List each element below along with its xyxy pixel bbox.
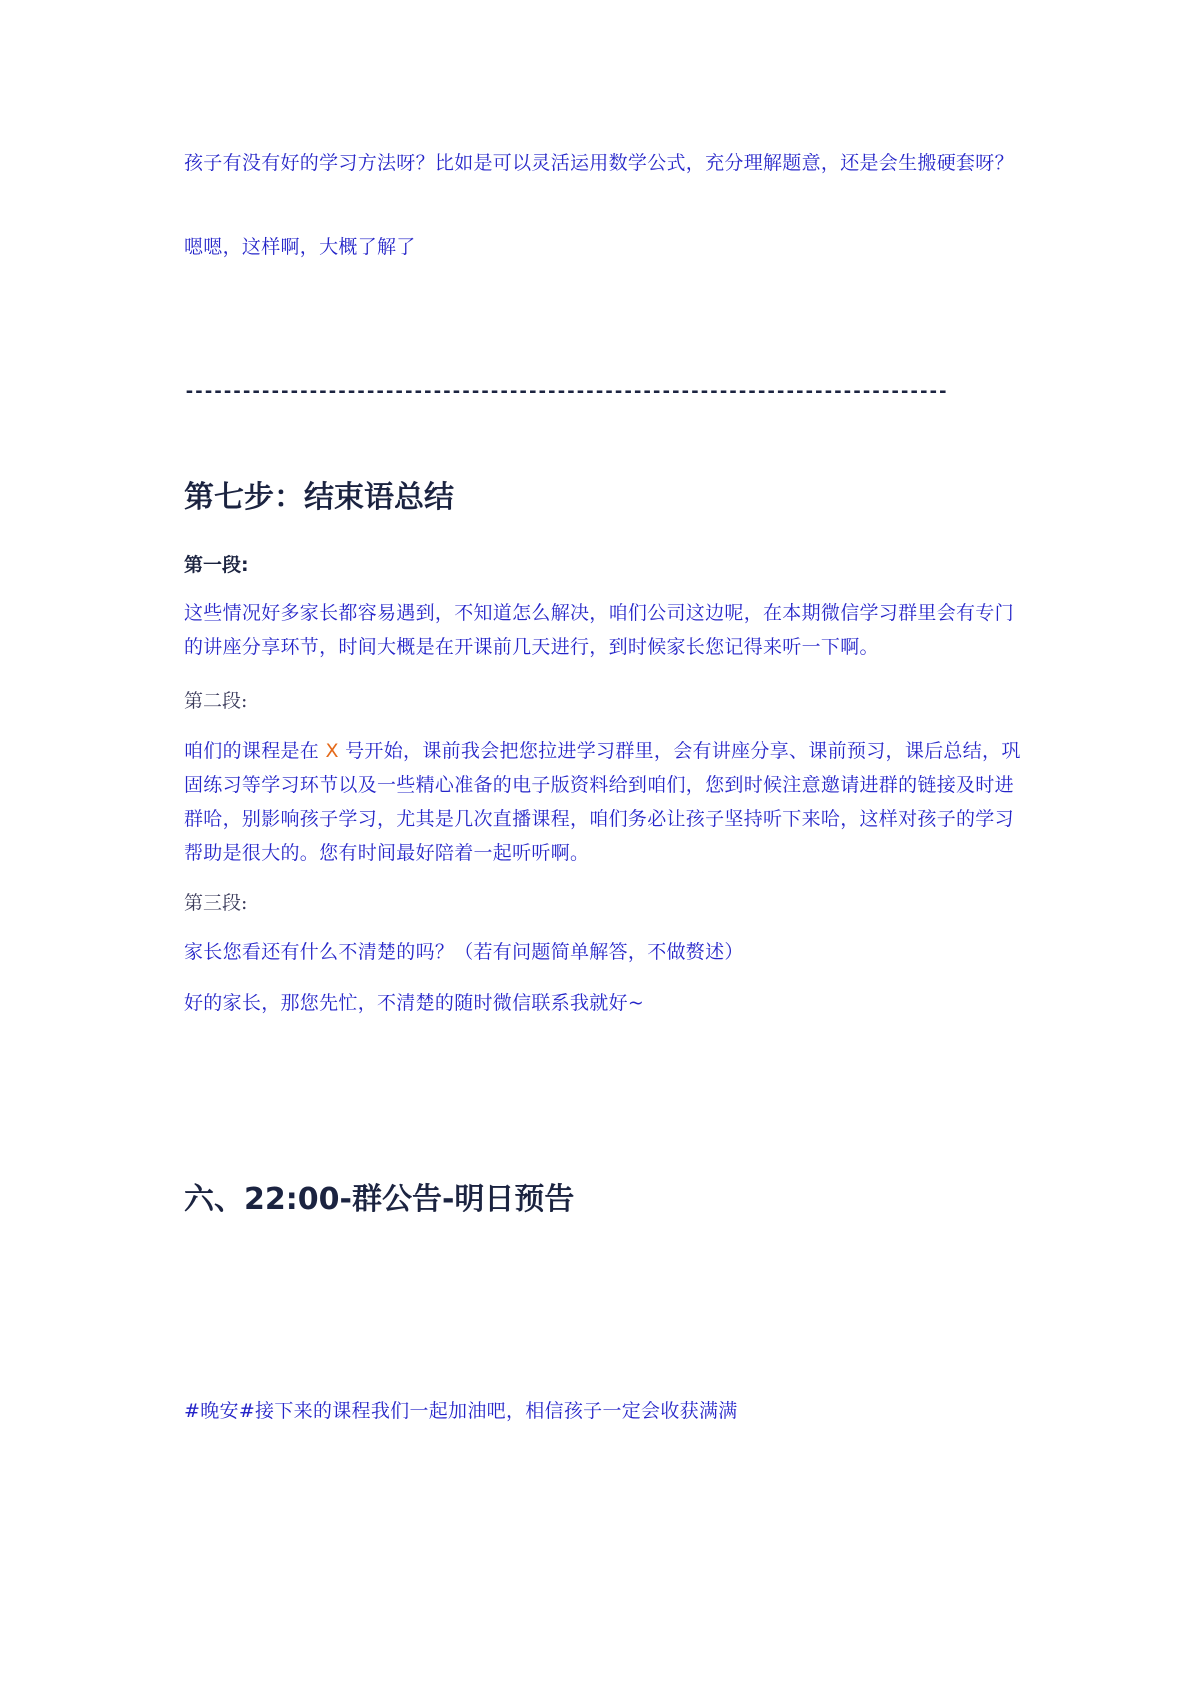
step7-heading: 第七步：结束语总结 (184, 480, 454, 515)
dashed-divider: -------------------------------------------------------------------------------- (184, 381, 947, 402)
para1-label: 第一段: (184, 554, 249, 576)
para3-line2: 好的家长，那您先忙，不清楚的随时微信联系我就好~ (184, 992, 645, 1014)
goodnight-notice: #晚安#接下来的课程我们一起加油吧，相信孩子一定会收获满满 (184, 1400, 738, 1422)
para2-prefix: 咱们的课程是在 (184, 740, 320, 762)
para1-text: 这些情况好多家长都容易遇到，不知道怎么解决，咱们公司这边呢，在本期微信学习群里会有专门的讲座分享环节，时间大概是在开课前几天进行，到时候家长您记得来听一下啊。 (184, 602, 1014, 658)
date-placeholder-mark: X (325, 740, 339, 762)
para3-line1: 家长您看还有什么不清楚的吗？（若有问题简单解答，不做赘述） (184, 941, 744, 963)
para2-text (184, 734, 1029, 870)
para2-label: 第二段: (184, 690, 248, 712)
para3-label: 第三段: (184, 892, 248, 914)
reply-paragraph: 嗯嗯，这样啊，大概了解了 (184, 236, 416, 258)
section6-heading: 六、22:00-群公告-明日预告 (184, 1182, 575, 1217)
question-paragraph: 孩子有没有好的学习方法呀？比如是可以灵活运用数学公式，充分理解题意，还是会生搬硬套呀？ (184, 152, 1014, 174)
para2-suffix: 号开始，课前我会把您拉进学习群里，会有讲座分享、课前预习，课后总结，巩固练习等学习环节以及一些精心准备的电子版资料给到咱们，您到时候注意邀请进群的链接及时进群哈，别影响孩子学习，尤其是几次直播课程，咱们务必让孩子坚持听下来哈，这样对孩子的学习帮助是很大的。您有时间最好陪着一起听听啊。 (184, 740, 1021, 864)
